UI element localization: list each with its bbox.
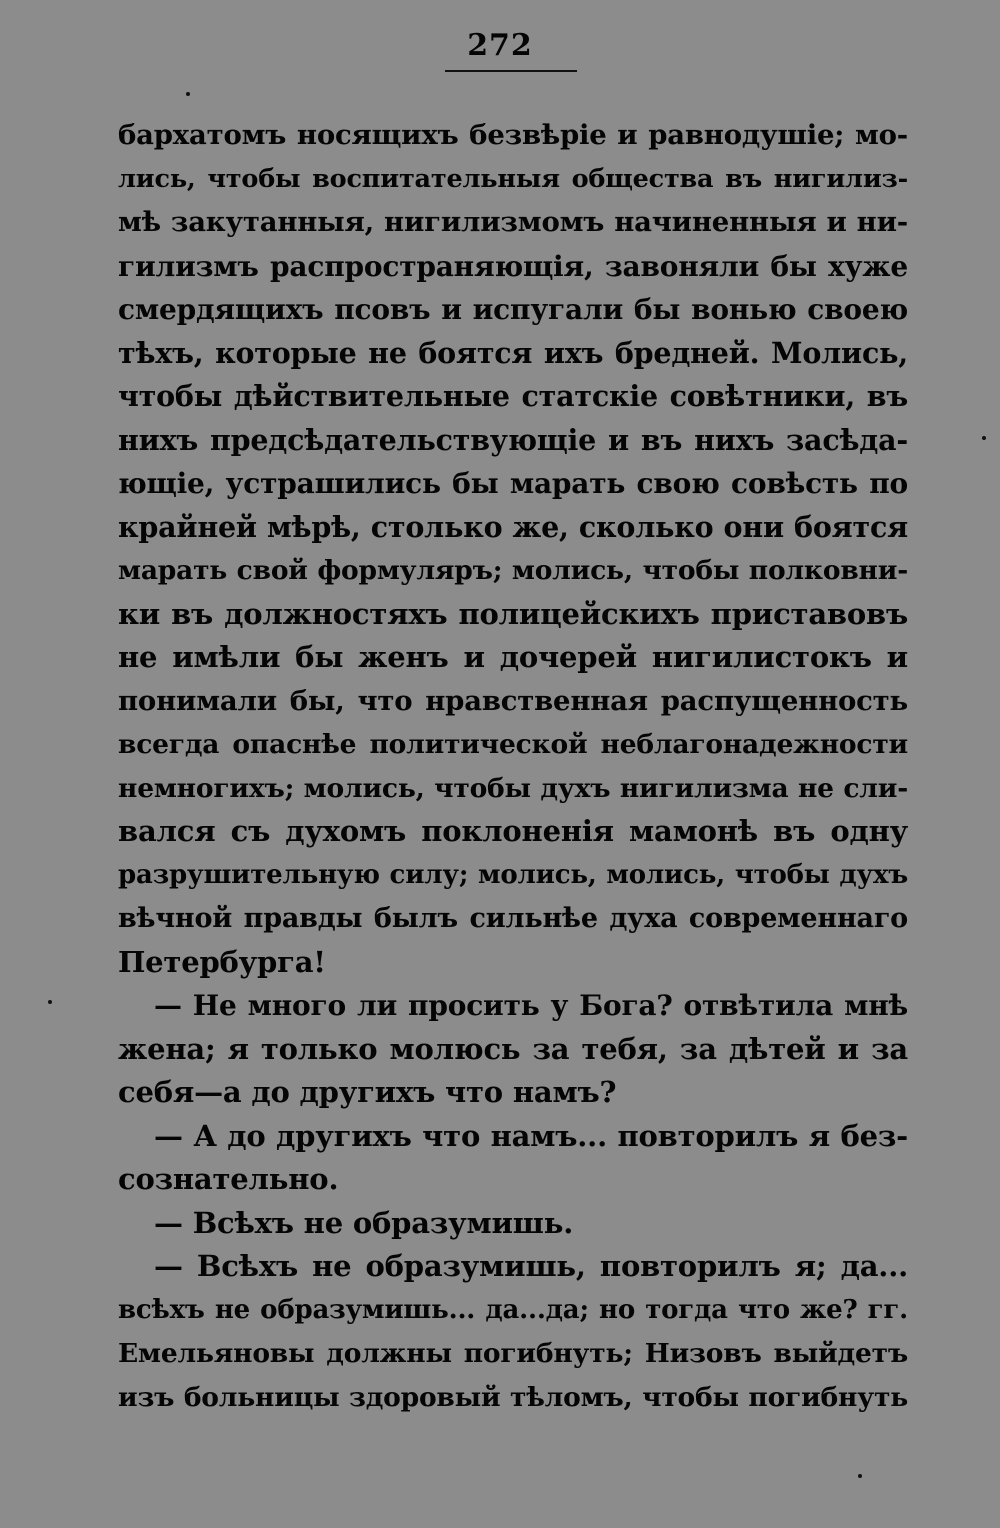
- text-line: себя—а до другихъ что намъ?: [118, 1075, 617, 1109]
- text-line: — Всѣхъ не образумишь.: [154, 1205, 574, 1240]
- text-line: марать свой формуляръ; молись, чтобы полковни-: [118, 555, 908, 586]
- text-line: Петербурга!: [118, 944, 326, 979]
- text-line: понимали бы, что нравственная распущенность: [118, 684, 908, 717]
- text-line: смердящихъ псовъ и испугали бы вонью своею: [118, 293, 908, 326]
- text-line: Емельяновы должны погибнуть; Низовъ выйдетъ: [118, 1338, 908, 1369]
- text-line: бархатомъ носящихъ безвѣріе и равнодушіе; мо-: [118, 119, 908, 151]
- text-line: всегда опаснѣе политической неблагонадежности: [118, 729, 908, 760]
- text-line: всѣхъ не образумишь... да...да; но тогда что же? гг.: [118, 1294, 908, 1325]
- text-line: гилизмъ распространяющія, завоняли бы хуже: [118, 249, 908, 283]
- text-line: вался съ духомъ поклоненія мамонѣ въ одну: [118, 814, 908, 848]
- page-header: [0, 26, 1000, 66]
- text-line: чтобы дѣйствительные статскіе совѣтники, въ: [118, 379, 908, 413]
- print-speck: [48, 1000, 52, 1004]
- text-line: разрушительную силу; молись, молись, чтобы духъ: [118, 859, 908, 890]
- text-line: вѣчной правды былъ сильнѣе духа современнаго: [118, 903, 908, 934]
- text-line: мѣ закутанныя, нигилизмомъ начиненныя и ни-: [118, 206, 908, 238]
- body-text: [118, 114, 908, 1419]
- print-speck: [186, 92, 190, 96]
- text-line: не имѣли бы женъ и дочерей нигилистокъ и: [118, 640, 908, 674]
- text-line: крайней мѣрѣ, столько же, сколько они боятся: [118, 509, 908, 544]
- text-line: изъ больницы здоровый тѣломъ, чтобы погибнуть: [118, 1381, 908, 1413]
- header-rule: [445, 70, 577, 72]
- page-number: 272: [467, 28, 533, 63]
- text-line: — Всѣхъ не образумишь, повторилъ я; да...: [154, 1249, 908, 1283]
- text-line: — А до другихъ что намъ... повторилъ я без-: [154, 1118, 908, 1153]
- text-line: жена; я только молюсь за тебя, за дѣтей и за: [118, 1031, 908, 1066]
- text-line: лись, чтобы воспитательныя общества въ нигилиз-: [118, 163, 908, 194]
- text-line: ющіе, устрашились бы марать свою совѣсть по: [118, 467, 908, 500]
- text-line: сознательно.: [118, 1162, 339, 1196]
- print-speck: [858, 1474, 862, 1478]
- text-line: тѣхъ, которые не боятся ихъ бредней. Молись,: [118, 335, 908, 370]
- print-speck: [982, 436, 986, 440]
- text-line: ки въ должностяхъ полицейскихъ приставовъ: [118, 596, 908, 631]
- text-line: нихъ предсѣдательствующіе и въ нихъ засѣда-: [118, 422, 908, 457]
- text-line: — Не много ли просить у Бога? отвѣтила мнѣ: [154, 989, 908, 1022]
- text-line: немногихъ; молись, чтобы духъ нигилизма не сли-: [118, 772, 908, 804]
